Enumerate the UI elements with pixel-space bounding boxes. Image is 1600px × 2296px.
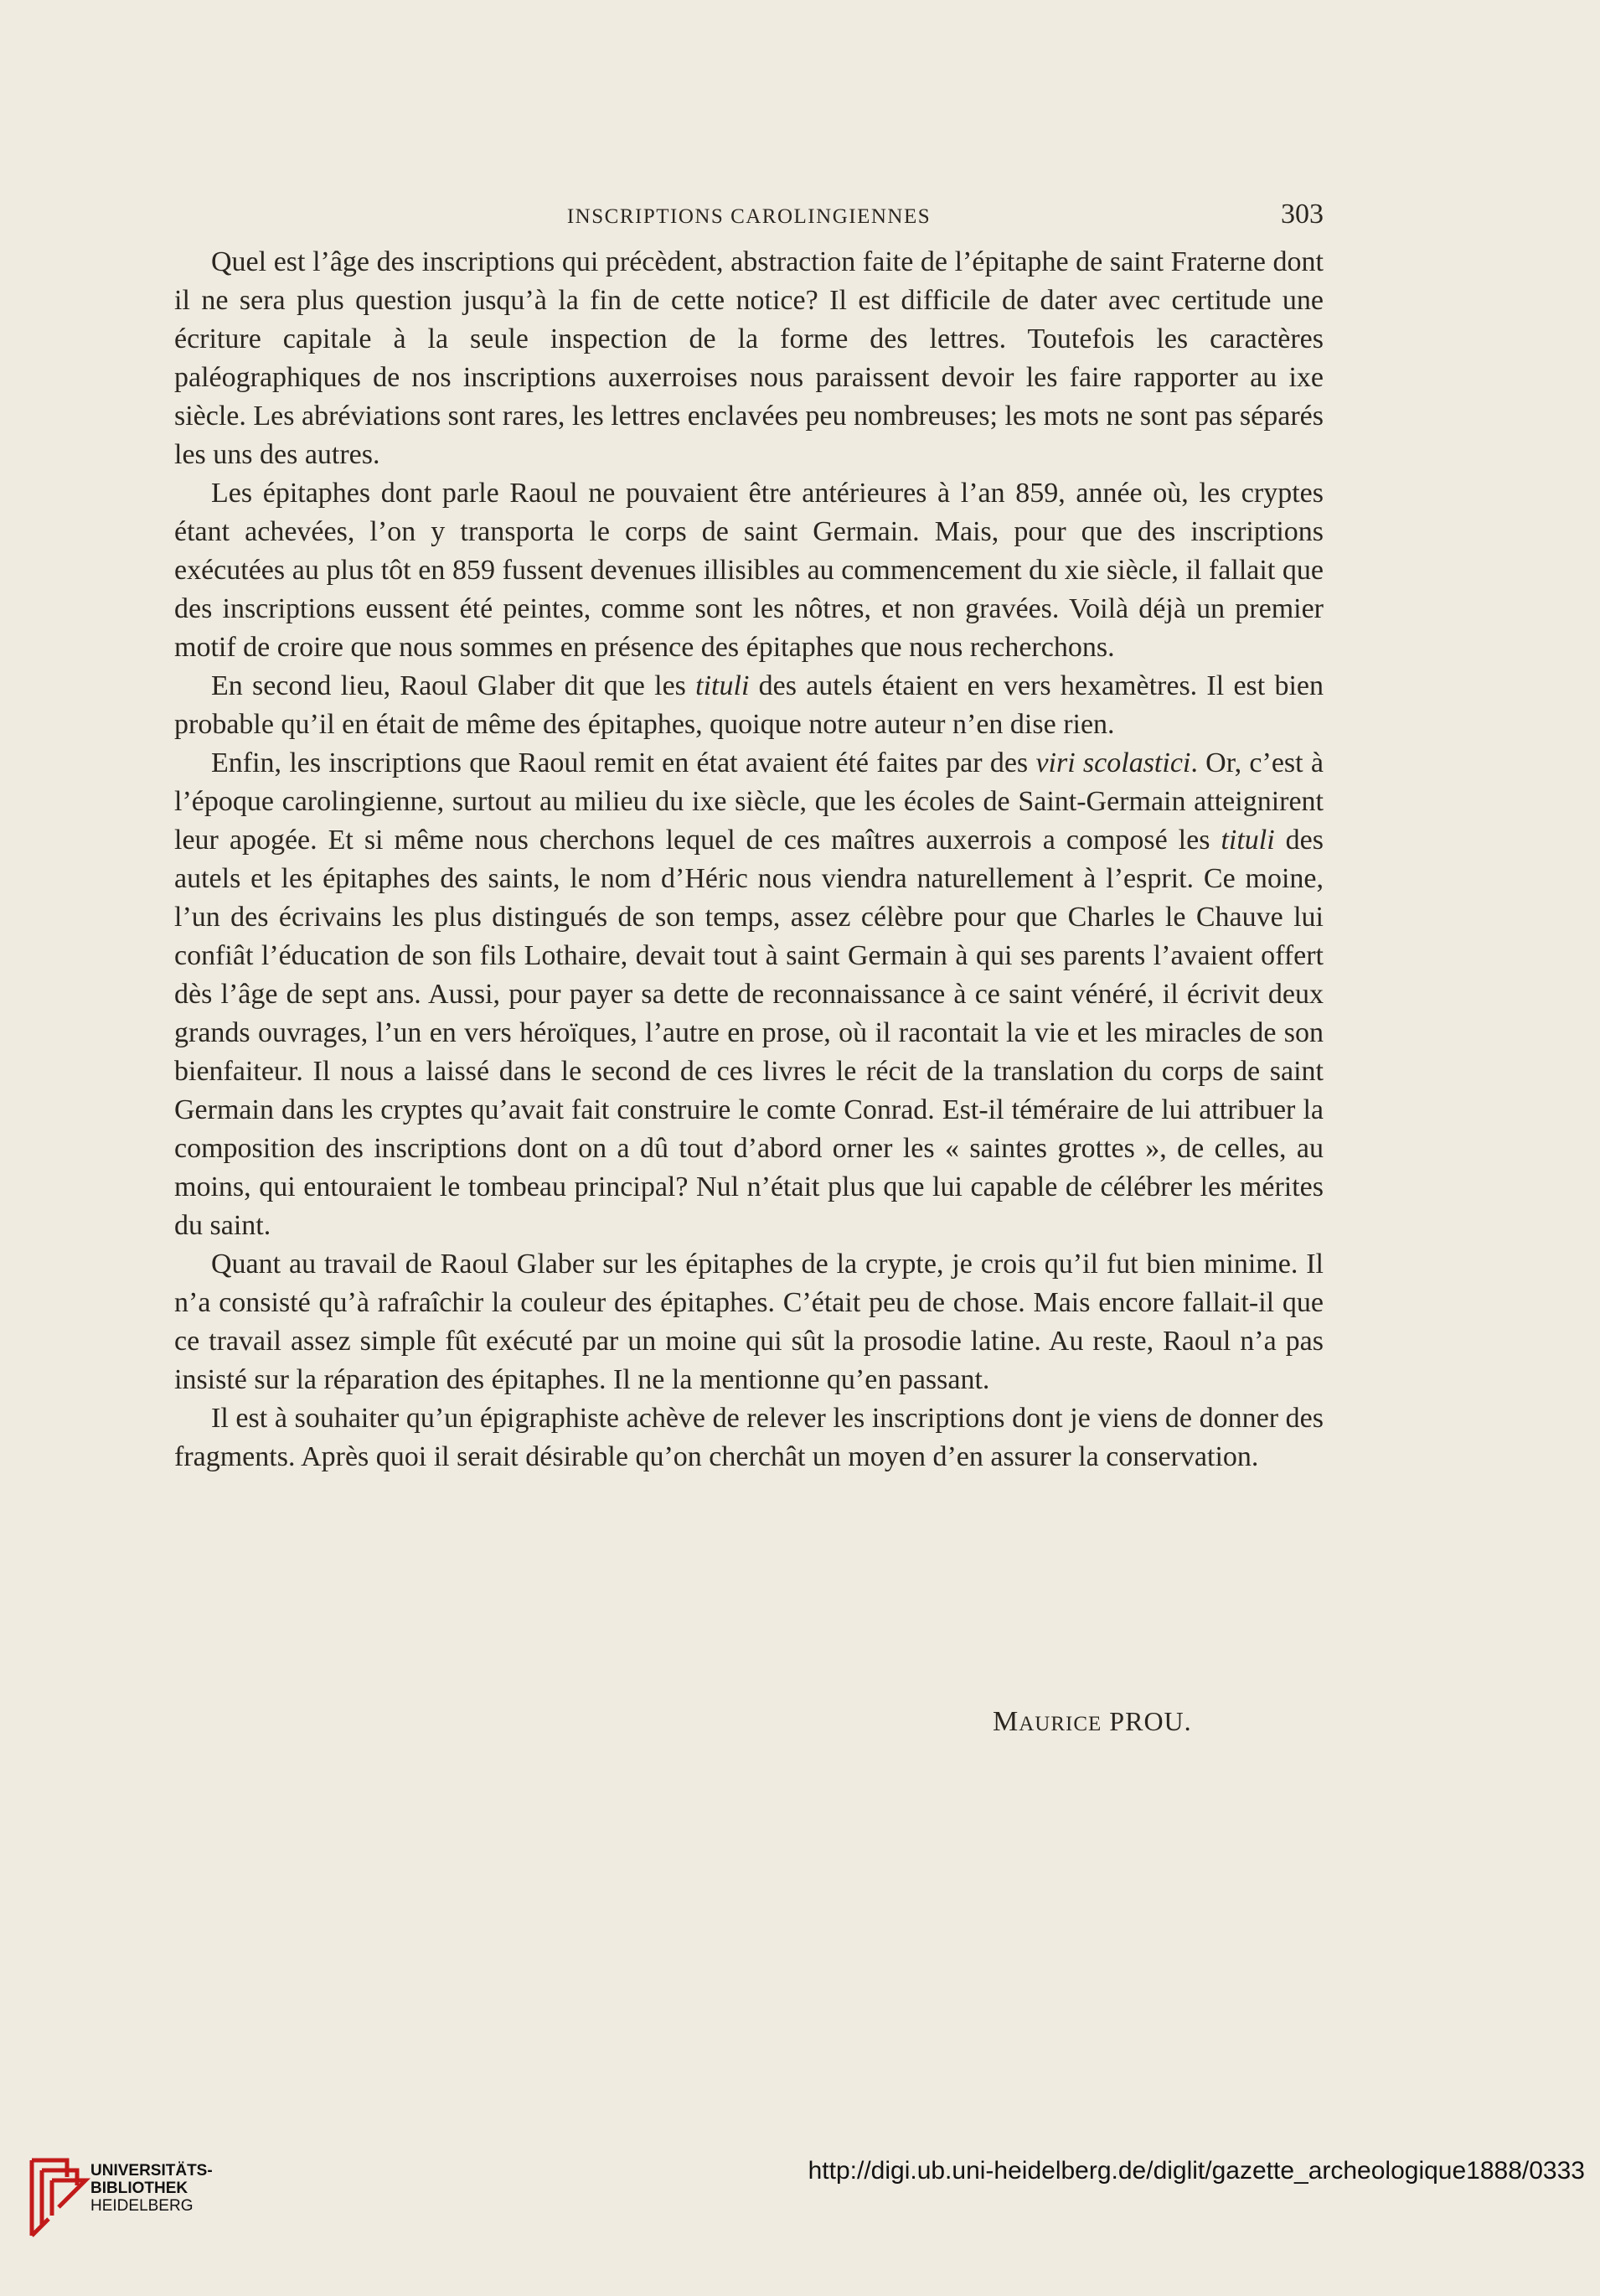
- author-signature: [993, 1706, 1192, 1738]
- page-header: [174, 199, 1324, 239]
- paragraph-text: Il est à souhaiter qu’un épigraphiste achève de relever les inscriptions dont je viens de donner des fragments. Après quoi il serait désirable qu’on cherchât un moyen d’en assurer la conservation.: [174, 1403, 1324, 1472]
- library-line-3: HEIDELBERG: [90, 2197, 194, 2215]
- library-line-1: UNIVERSITÄTS-: [90, 2162, 213, 2180]
- paragraph: [174, 474, 1324, 667]
- paragraph: [174, 667, 1324, 744]
- ub-heidelberg-logo-icon: [25, 2152, 99, 2244]
- article-body: [174, 243, 1324, 1476]
- italic-term: viri scolastici: [1035, 747, 1191, 778]
- signature-initial: M: [993, 1706, 1019, 1737]
- italic-term: tituli: [1221, 825, 1275, 856]
- paragraph-text: Les épitaphes dont parle Raoul ne pouvaient être antérieures à l’an 859, année où, les cryptes étant achevées, l’on y transporta le corps de saint Germain. Mais, pour que des inscriptions exécutées au plus tôt en 859 fussent devenues illisibles au commencement du xie siècle, il fallait que des inscriptions eussent été peintes, comme sont les nôtres, et non gravées. Voilà déjà un premier motif de croire que nous sommes en présence des épitaphes que nous recherchons.: [174, 478, 1324, 663]
- paragraph-text: des autels étaient en vers hexamètres. Il est bien probable qu’il en était de même des épitaphes, quoique notre auteur n’en dise rien.: [174, 670, 1324, 740]
- paragraph-text: Quel est l’âge des inscriptions qui précèdent, abstraction faite de l’épitaphe de saint Fraterne dont il ne sera plus question jusqu’à la fin de cette notice? Il est difficile de dater avec certitude une écriture capitale à la seule inspection de la forme des lettres. Toutefois les caractères paléographiques de nos inscriptions auxerroises nous paraissent devoir les faire rapporter au ixe siècle. Les abréviations sont rares, les lettres enclavées peu nombreuses; les mots ne sont pas séparés les uns des autres.: [174, 246, 1324, 470]
- paragraph-text: En second lieu, Raoul Glaber dit que les: [211, 670, 696, 701]
- source-url[interactable]: http://digi.ub.uni-heidelberg.de/diglit/gazette_archeologique1888/0333: [808, 2157, 1585, 2185]
- signature-first-name: AURICE: [1019, 1713, 1102, 1735]
- paragraph-text: Enfin, les inscriptions que Raoul remit en état avaient été faites par des: [211, 747, 1036, 778]
- paragraph-text: Quant au travail de Raoul Glaber sur les épitaphes de la crypte, je crois qu’il fut bien minime. Il n’a consisté qu’à rafraîchir la couleur des épitaphes. C’était peu de chose. Mais encore fallait-il que ce travail assez simple fût exécuté par un moine qui sût la prosodie latine. Au reste, Raoul n’a pas insisté sur la réparation des épitaphes. Il ne la mentionne qu’en passant.: [174, 1249, 1324, 1395]
- library-name: [90, 2162, 213, 2215]
- running-title: INSCRIPTIONS CAROLINGIENNES: [566, 205, 932, 228]
- library-line-2: BIBLIOTHEK: [90, 2180, 188, 2197]
- page-number: 303: [1281, 199, 1324, 230]
- paragraph-text: . Or, c’est à l’époque carolingienne, surtout au milieu du ixe siècle, que les écoles de Saint-Germain atteignirent leur apogée. Et si même nous cherchons lequel de ces maîtres auxerrois a composé les: [174, 747, 1324, 856]
- paragraph: [174, 744, 1324, 1245]
- paragraph: [174, 243, 1324, 474]
- paragraph-text: des autels et les épitaphes des saints, le nom d’Héric nous viendra naturellement à l’esprit. Ce moine, l’un des écrivains les plus distingués de son temps, assez célèbre pour que Charles le Chauve lui confiât l’éducation de son fils Lothaire, devait tout à saint Germain à qui ses parents l’avaient offert dès l’âge de sept ans. Aussi, pour payer sa dette de reconnaissance à ce saint vénéré, il écrivit deux grands ouvrages, l’un en vers héroïques, l’autre en prose, où il racontait la vie et les miracles de son bienfaiteur. Il nous a laissé dans le second de ces livres le récit de la translation du corps de saint Germain dans les cryptes qu’avait fait construire le comte Conrad. Est-il téméraire de lui attribuer la composition des inscriptions dont on a dû tout d’abord orner les « saintes grottes », de celles, au moins, qui entouraient le tombeau principal? Nul n’était plus que lui capable de célébrer les mérites du saint.: [174, 825, 1324, 1241]
- paragraph: [174, 1399, 1324, 1476]
- italic-term: tituli: [695, 670, 750, 701]
- signature-surname: PROU.: [1109, 1706, 1192, 1736]
- paragraph: [174, 1245, 1324, 1399]
